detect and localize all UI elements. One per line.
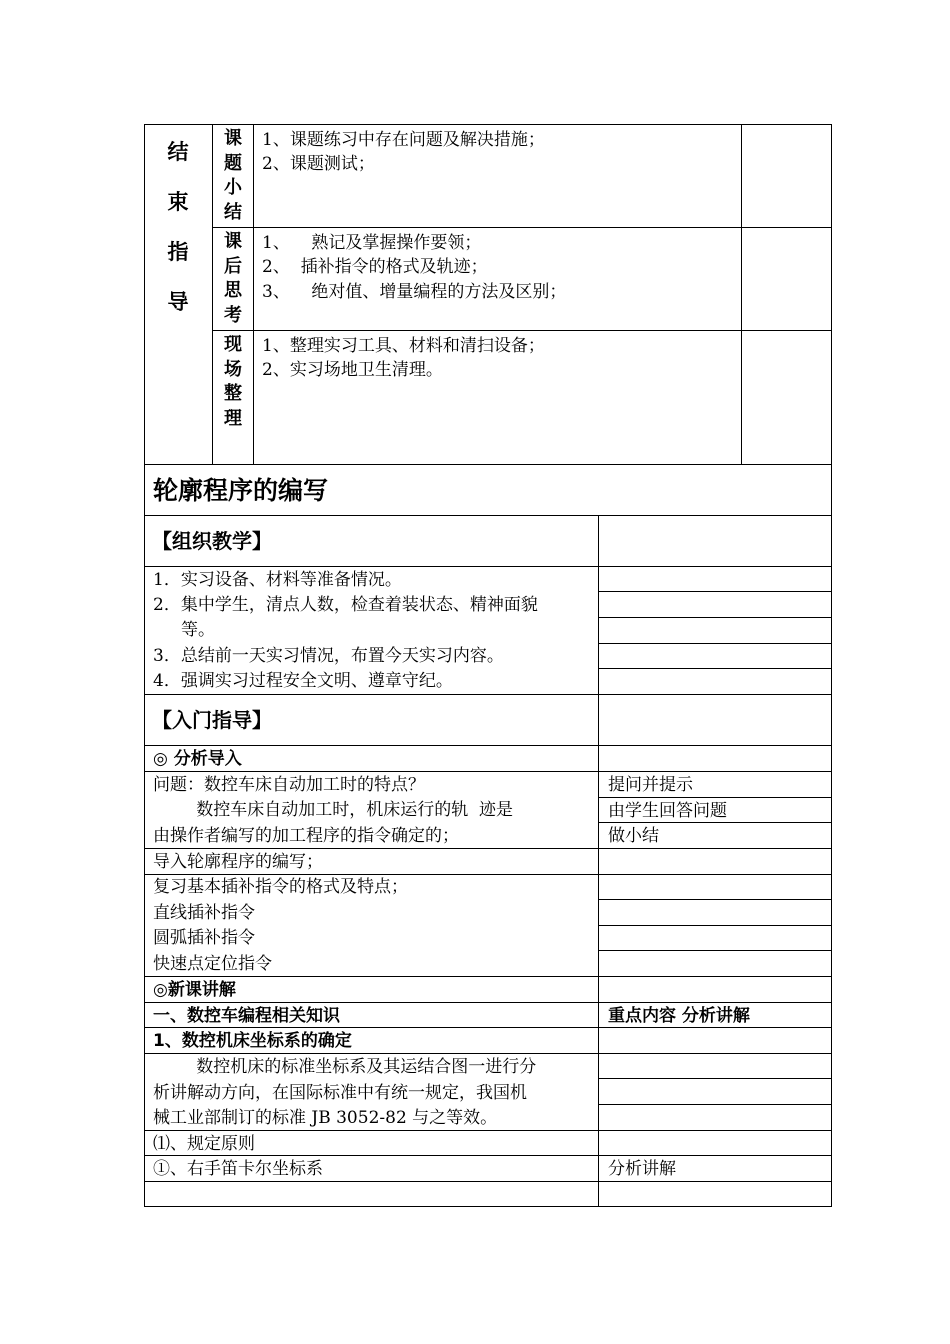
reflection-line: 3、 绝对值、增量编程的方法及区别；: [262, 282, 567, 302]
lesson-title: 轮廓程序的编写: [153, 476, 329, 505]
row-label-reflection: 课 后 思 考: [224, 231, 242, 326]
summary-line: 2、课题测试；: [262, 154, 375, 174]
section1-title: 一、数控车编程相关知识: [153, 1006, 340, 1026]
review-line: 复习基本插补指令的格式及特点；: [153, 877, 408, 897]
org-item: 3．总结前一天实习情况，布置今天实习内容。: [153, 646, 504, 666]
reflection-line: 2、 插补指令的格式及轨迹；: [262, 257, 488, 277]
review-line: 直线插补指令: [153, 903, 255, 923]
paragraph-line: 析讲解动方向，在国际标准中有统一规定，我国机: [153, 1083, 527, 1103]
paragraph-line: 数控机床的标准坐标系及其运结合图一进行分: [153, 1057, 537, 1077]
question-note: 做小结: [608, 826, 659, 846]
analysis-heading: ◎ 分析导入: [153, 749, 242, 769]
question-note: 由学生回答问题: [608, 801, 727, 821]
question-line: 数控车床自动加工时，机床运行的轨 迹是: [153, 800, 514, 820]
question-line: 由操作者编写的加工程序的指令确定的；: [153, 826, 459, 846]
new-lesson-heading: ◎新课讲解: [153, 980, 236, 1000]
org-item: 2．集中学生，清点人数，检查着装状态、精神面貌: [153, 595, 538, 615]
review-line: 快速点定位指令: [153, 954, 272, 974]
section1-note: 重点内容 分析讲解: [608, 1006, 750, 1026]
question-line: 问题：数控车床自动加工时的特点？: [153, 775, 425, 795]
lead-in-text: 导入轮廓程序的编写；: [153, 852, 323, 872]
row-label-summary: 课 题 小 结: [224, 128, 242, 223]
review-line: 圆弧插补指令: [153, 928, 255, 948]
reflection-line: 1、 熟记及掌握操作要领；: [262, 233, 482, 253]
question-note: 提问并提示: [608, 775, 693, 795]
rule-item: ①、右手笛卡尔坐标系: [153, 1159, 323, 1179]
org-item: 4．强调实习过程安全文明、遵章守纪。: [153, 671, 453, 691]
cleanup-line: 1、整理实习工具、材料和清扫设备；: [262, 336, 545, 356]
rule-heading: ⑴、规定原则: [153, 1134, 255, 1154]
rule-note: 分析讲解: [608, 1159, 676, 1179]
summary-line: 1、课题练习中存在问题及解决措施；: [262, 130, 545, 150]
cleanup-line: 2、实习场地卫生清理。: [262, 360, 443, 380]
row-label-cleanup: 现 场 整 理: [224, 334, 242, 429]
end-guidance-label: 结 束 指 导: [167, 140, 189, 314]
org-item: 等。: [181, 620, 215, 640]
paragraph-line: 械工业部制订的标准 JB 3052-82 与之等效。: [153, 1108, 498, 1128]
intro-heading: 【入门指导】: [152, 708, 272, 732]
org-heading: 【组织教学】: [152, 529, 272, 553]
org-item: 1．实习设备、材料等准备情况。: [153, 570, 402, 590]
subsection-title: 1、数控机床坐标系的确定: [153, 1031, 352, 1051]
